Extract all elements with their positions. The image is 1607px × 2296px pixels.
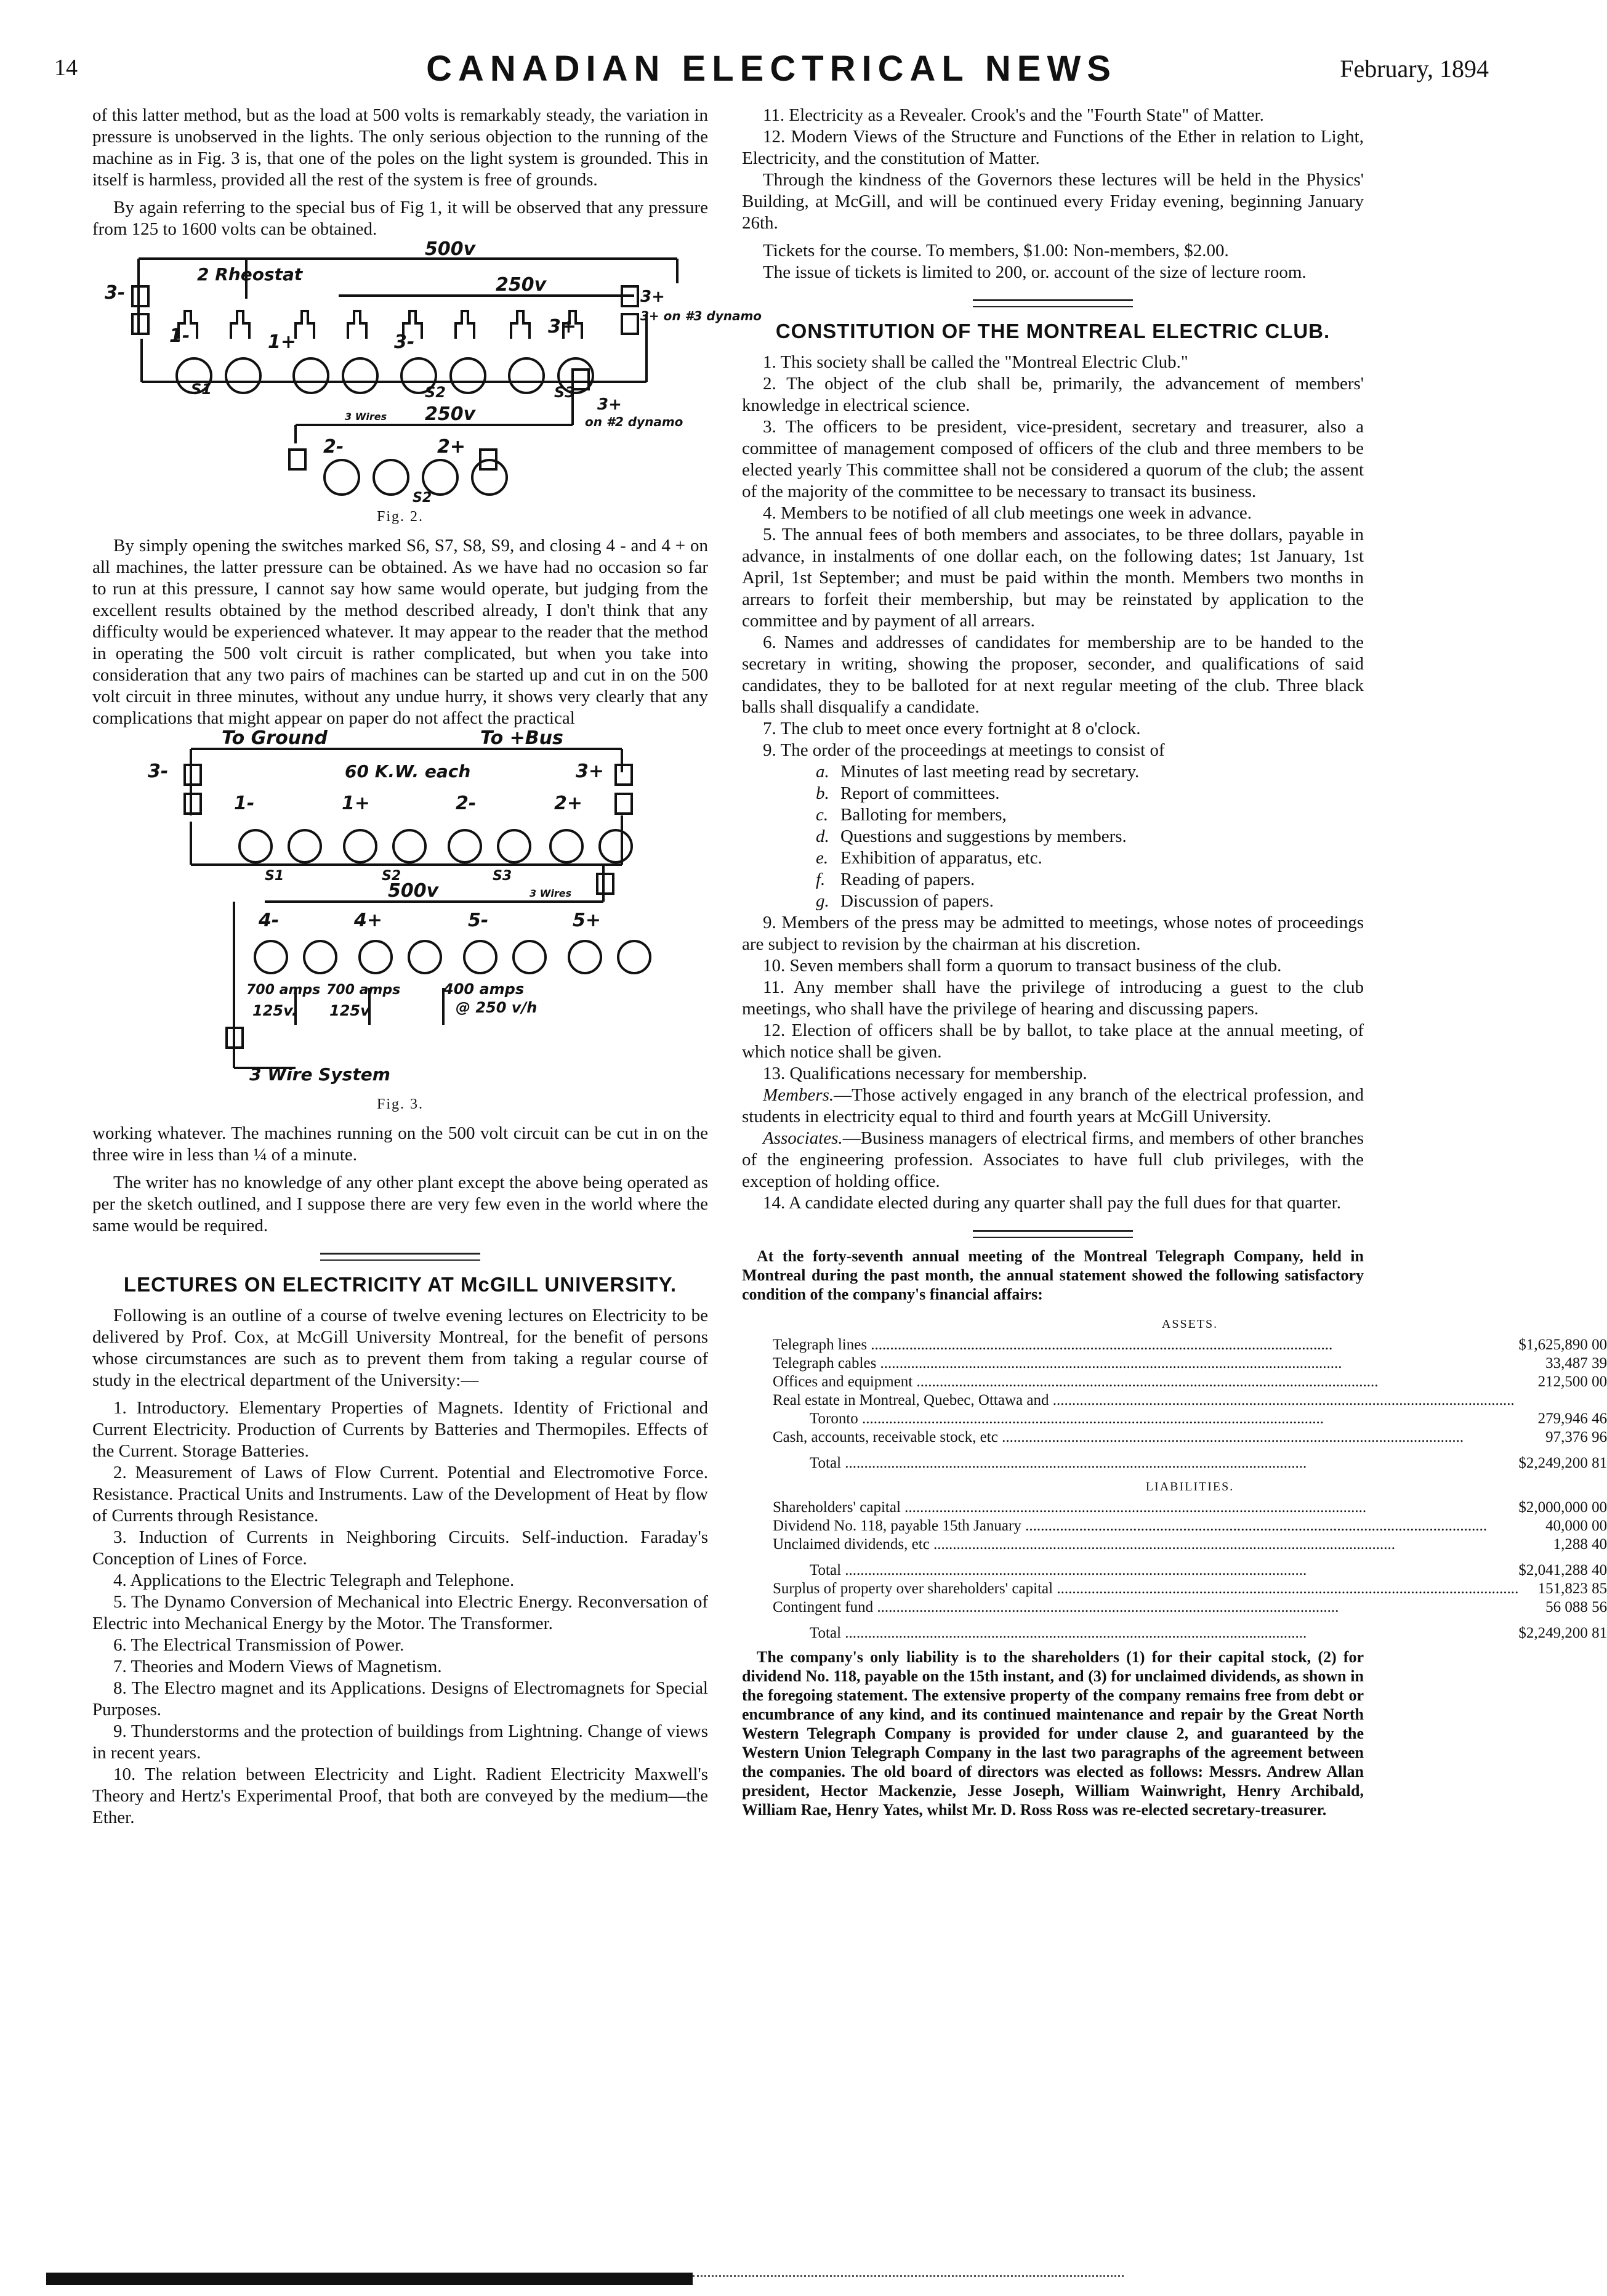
sub-item-text: Reading of papers. (840, 870, 975, 889)
lecture-item: 12. Modern Views of the Structure and Functions of the Ether in relation to Light, Electricity, and the constitution of Matter. (742, 127, 1364, 168)
page-header (54, 48, 1489, 91)
fig3-label: S3 (493, 868, 512, 884)
lecture-item: 4. Applications to the Electric Telegraph and Telephone. (113, 1570, 515, 1590)
lecture-item: 11. Electricity as a Revealer. Crook's and the "Fourth State" of Matter. (763, 105, 1264, 125)
fig3-label: 125v. (252, 1002, 297, 1019)
after-fig-paragraph-1: working whatever. The machines running on the 500 volt circuit can be cut in on the three wire in less than ¼ of a minute. (92, 1123, 708, 1165)
fig3-label: 700 amps (246, 982, 321, 998)
fig2-label: 3+ (548, 316, 577, 338)
constitution-item: 11. Any member shall have the privilege of introducing a guest to the club meetings, who shall have the privilege of hearing and discussing papers. (742, 977, 1364, 1019)
liability-amount: 40,000 00 (1545, 1518, 1607, 1534)
intro-paragraph-2: By again referring to the special bus of Fig 1, it will be observed that any pressure from 125 to 1600 volts can be obtained. (92, 198, 708, 239)
fig3-label: 5- (468, 910, 489, 931)
fig2-label: 250v (425, 403, 476, 425)
table-row (773, 1373, 1607, 1391)
fig3-label: 400 amps (443, 980, 525, 998)
fig2-label: S1 (191, 381, 212, 398)
table-row (773, 1554, 1607, 1580)
bottom-scan-bar (46, 2273, 693, 2285)
table-row (773, 1447, 1607, 1473)
fig3-label: 1+ (342, 793, 371, 814)
liability-label: Unclaimed dividends, etc ........................................................................................................................ (773, 1536, 1396, 1553)
page-number: 14 (54, 55, 78, 81)
bottom-scan-dots (693, 2275, 1124, 2283)
asset-label: Offices and equipment ........................................................................................................................ (773, 1373, 1379, 1390)
asset-amount: 279,946 46 (1537, 1410, 1607, 1427)
surplus-label: Contingent fund ........................................................................................................................ (773, 1599, 1339, 1615)
constitution-item: 12. Election of officers shall be by ballot, to take place at the annual meeting, of which notice shall be given. (742, 1021, 1364, 1062)
constitution-item: 5. The annual fees of both members and associates, to be three dollars, payable in advance, in instalments of one dollar each, on the following dates; 1st January, 1st April, 1st September; and must be paid within the month. Members two months in arrears to forfeit their membership, but may be reinstated by application to the committee and by payment of all arrears. (742, 525, 1364, 631)
fig2-label: on #2 dynamo (585, 414, 683, 429)
sub-item-text: Balloting for members, (840, 805, 1007, 825)
proceedings-sub-item (742, 826, 1364, 847)
table-row (773, 1598, 1607, 1617)
liabilities-subtotal: $2,041,288 40 (1518, 1562, 1607, 1578)
table-row (773, 1580, 1607, 1598)
members-definition (742, 1085, 1364, 1128)
financial-statement (742, 1310, 1607, 1643)
section-divider (320, 1253, 480, 1261)
asset-amount: 212,500 00 (1537, 1373, 1607, 1390)
asset-amount: $1,625,890 00 (1518, 1336, 1607, 1353)
telegraph-report (742, 1247, 1607, 1819)
fig3-label: @ 250 v/h (456, 999, 538, 1016)
table-row (773, 1354, 1607, 1373)
telegraph-intro: At the forty-seventh annual meeting of the Montreal Telegraph Company, held in Montreal during the past month, the annual statement showed the following satisfactory condition of the company's financial affairs: (742, 1247, 1364, 1303)
fig-2-diagram (105, 238, 762, 506)
assets-heading: ASSETS. (1161, 1317, 1218, 1331)
financial-table (773, 1310, 1607, 1643)
asset-amount (1518, 1391, 1607, 1410)
sub-item-letter: g. (816, 891, 829, 911)
fig2-label: 3+ on #3 dynamo (640, 309, 762, 323)
associates-label: Associates. (763, 1128, 843, 1148)
publication-title: CANADIAN ELECTRICAL NEWS (426, 49, 1117, 89)
members-label: Members. (763, 1085, 834, 1105)
fig3-label: 3+ (576, 761, 605, 782)
telegraph-closing: The company's only liability is to the shareholders (1) for their capital stock, (2) for dividend No. 118, payable on the 15th instant, and (3) for unclaimed dividends, as shown in the foregoing statement. The extensive property of the company remains free from debt or encumbrance of any kind, and its continued maintenance and repair by the Great North Western Telegraph Company is provided for under clause 2, and guaranteed by the Western Union Telegraph Company in the last two paragraphs of the agreement between the companies. The old board of directors was elected as follows: Messrs. Andrew Allan president, Hector Mackenzie, Jesse Joseph, William Wainwright, Henry Archibald, William Rae, Henry Yates, whilst Mr. D. Ross Ross was re-elected secretary-treasurer. (742, 1648, 1364, 1819)
associates-definition (742, 1128, 1364, 1192)
fig3-label: 5+ (573, 910, 602, 931)
surplus-label: Surplus of property over shareholders' capital ........................................................................................................................ (773, 1580, 1519, 1597)
lecture-item: 9. Thunderstorms and the protection of buildings from Lightning. Change of views in recent years. (92, 1721, 708, 1763)
constitution-item: 7. The club to meet once every fortnight at 8 o'clock. (763, 719, 1141, 738)
fig2-label: 3- (394, 331, 415, 353)
lecture-item: 3. Induction of Currents in Neighboring Circuits. Self-induction. Faraday's Conception of Lines of Force. (92, 1527, 708, 1569)
fig2-label: 2- (323, 436, 344, 458)
asset-label: Cash, accounts, receivable stock, etc ........................................................................................................................ (773, 1429, 1464, 1445)
constitution-item: 6. Names and addresses of candidates for membership are to be handed to the secretary in writing, showing the proposer, seconder, and qualifications of said candidates, they to be balloted for at next regular meeting of the club. Three black balls shall disqualify a candidate. (742, 633, 1364, 717)
proceedings-sub-item (742, 804, 1364, 826)
fig2-label: 1- (169, 325, 190, 347)
lecture-item: 2. Measurement of Laws of Flow Current. Potential and Electromotive Force. Resistance. Practical Units and Instruments. Law of the Development of Heat by flow of Currents through Resistance. (92, 1463, 708, 1526)
sub-item-text: Exhibition of apparatus, etc. (840, 848, 1042, 868)
fig3-label: 125v (329, 1002, 370, 1019)
fig2-label: 3 Wires (345, 411, 387, 422)
lecture-item: 10. The relation between Electricity and Light. Radient Electricity Maxwell's Theory and Hertz's Experimental Proof, that both are conveyed by the medium—the Ether. (92, 1764, 708, 1827)
table-row (773, 1535, 1607, 1554)
asset-amount: 33,487 39 (1545, 1355, 1607, 1372)
liability-amount: 1,288 40 (1553, 1536, 1607, 1553)
fig2-label: 3- (105, 282, 126, 304)
sub-item-letter: e. (816, 848, 829, 868)
lecture-item: 7. Theories and Modern Views of Magnetism. (113, 1657, 442, 1676)
proceedings-sub-item (742, 783, 1364, 804)
fig2-label: S3 (554, 384, 575, 401)
fig3-label: 3 Wires (530, 887, 572, 899)
sub-item-letter: f. (816, 870, 826, 889)
mid-paragraph: By simply opening the switches marked S6, S7, S8, S9, and closing 4 - and 4 + on all machines, the latter pressure can be obtained. As we have had no occasion so far to run at this pressure, I cannot say how same would operate, but judging from the excellent results obtained by the method described already, I don't think that any difficulty would be experienced whatever. It may appear to the reader that the method in operating the 500 volt circuit is rather complicated, but when you take into consideration that any two pairs of machines can be started up and cut in on the 500 volt circuit in three minutes, without any undue hurry, it shows very clearly that any complications that might appear on paper do not affect the practical (92, 536, 708, 728)
constitution-item: 10. Seven members shall form a quorum to transact business of the club. (763, 956, 1282, 976)
constitution-item: 2. The object of the club shall be, primarily, the advancement of members' knowledge in electrical science. (742, 374, 1364, 415)
grand-total: $2,249,200 81 (1518, 1625, 1607, 1641)
intro-paragraph-1: of this latter method, but as the load at 500 volts is remarkably steady, the variation in pressure is unobserved in the lights. The only serious objection to the running of the machine as in Fig. 3 is, that one of the poles on the light system is grounded. This in itself is harmless, provided all the rest of the system is free of grounds. (92, 105, 708, 190)
fig3-label: 500v (388, 880, 439, 902)
sub-item-text: Discussion of papers. (840, 891, 994, 911)
liability-label: Shareholders' capital ........................................................................................................................ (773, 1499, 1367, 1516)
constitution-item: 4. Members to be notified of all club meetings one week in advance. (763, 503, 1252, 523)
constitution-list (742, 352, 1364, 1214)
fig2-label: S2 (425, 384, 446, 401)
after-fig-paragraph-2: The writer has no knowledge of any other plant except the above being operated as per the sketch outlined, and I suppose there are very few even in the world where the same would be required. (92, 1173, 708, 1235)
fig3-label: 3 Wire System (249, 1064, 390, 1085)
asset-label: Real estate in Montreal, Quebec, Ottawa and ........................................................................................................................ (773, 1392, 1515, 1409)
proceedings-sub-item (742, 847, 1364, 869)
asset-amount: 97,376 96 (1545, 1429, 1607, 1445)
fig3-label: 2- (456, 793, 477, 814)
table-row (773, 1617, 1607, 1643)
fig3-label: 4+ (354, 910, 383, 931)
lectures-heading: LECTURES ON ELECTRICITY AT McGILL UNIVERSITY. (123, 1273, 677, 1296)
fig2-label: 1+ (268, 331, 297, 353)
lecture-note: Through the kindness of the Governors these lectures will be held in the Physics' Building, at McGill, and will be continued every Friday evening, beginning January 26th. (742, 170, 1364, 233)
table-row (773, 1310, 1607, 1336)
fig-3-caption: Fig. 3. (376, 1096, 424, 1112)
lecture-item: 8. The Electro magnet and its Applications. Designs of Electromagnets for Special Purposes. (92, 1678, 708, 1720)
section-divider (973, 1230, 1133, 1238)
fig-2-caption: Fig. 2. (376, 509, 424, 525)
table-row (773, 1391, 1607, 1410)
constitution-item: 3. The officers to be president, vice-president, secretary and treasurer, also a committee of management composed of officers of the club and three members to be elected yearly This committee shall not be considered a quorum of the club; the assent of the majority of the committee to be necessary to transact its business. (742, 417, 1364, 501)
proceedings-sub-item (742, 869, 1364, 891)
fig3-label: S1 (265, 868, 284, 884)
sub-item-text: Questions and suggestions by members. (840, 827, 1127, 846)
asset-label: Toronto ........................................................................................................................ (810, 1410, 1324, 1427)
liability-amount: $2,000,000 00 (1518, 1499, 1607, 1516)
constitution-item: 9. The order of the proceedings at meetings to consist of (763, 740, 1165, 760)
surplus-amount: 56 088 56 (1545, 1599, 1607, 1615)
lecture-item: 6. The Electrical Transmission of Power. (113, 1635, 405, 1655)
liabilities-subtotal-label: Total ........................................................................................................................ (810, 1562, 1307, 1578)
liability-label: Dividend No. 118, payable 15th January ........................................................................................................................ (773, 1518, 1488, 1534)
proceedings-sub-item (742, 761, 1364, 783)
fig2-label: 3+ (640, 288, 665, 306)
sub-item-letter: a. (816, 762, 829, 782)
lecture-note: Tickets for the course. To members, $1.00: Non-members, $2.00. (763, 241, 1229, 261)
fig2-label: 2 Rheostat (197, 264, 303, 285)
fig2-label: 3+ (597, 395, 622, 414)
table-row (773, 1517, 1607, 1535)
fig-3-diagram (123, 727, 677, 1093)
sub-item-letter: b. (816, 783, 829, 803)
surplus-amount: 151,823 85 (1537, 1580, 1607, 1597)
table-row (773, 1498, 1607, 1517)
lectures-intro: Following is an outline of a course of twelve evening lectures on Electricity to be delivered by Prof. Cox, at McGill University Montreal, for the benefit of persons whose circumstances are such as to prevent them from taking a regular course of study in the electrical department of the University:— (92, 1306, 708, 1390)
asset-label: Telegraph lines ........................................................................................................................ (773, 1336, 1333, 1353)
grand-total-label: Total ........................................................................................................................ (810, 1625, 1307, 1641)
fig2-label: 2+ (437, 436, 466, 458)
fig3-label: 60 K.W. each (345, 761, 471, 782)
liabilities-heading: LIABILITIES. (1145, 1480, 1234, 1494)
sub-item-text: Minutes of last meeting read by secretary. (840, 762, 1140, 782)
fig3-label: To +Bus (480, 727, 563, 749)
constitution-item: 13. Qualifications necessary for membership. (763, 1064, 1087, 1083)
fig3-label: 4- (259, 910, 280, 931)
lecture-list (92, 1397, 708, 1829)
members-text: —Those actively engaged in any branch of the electrical profession, and students in electricity equal to third and fourth years at McGill University. (742, 1085, 1364, 1126)
fig3-label: 3- (148, 761, 169, 782)
table-row (773, 1336, 1607, 1354)
lecture-item: 5. The Dynamo Conversion of Mechanical into Electric Energy. Reconversation of Electric into Mechanical Energy by the Motor. The Transformer. (92, 1592, 708, 1633)
proceedings-sub-item (742, 891, 1364, 912)
constitution-item: 9. Members of the press may be admitted to meetings, whose notes of proceedings are subject to revision by the chairman at his discretion. (742, 913, 1364, 954)
asset-label: Telegraph cables ........................................................................................................................ (773, 1355, 1342, 1372)
right-column (742, 105, 1607, 1825)
lecture-item: 1. Introductory. Elementary Properties of Magnets. Identity of Frictional and Current Electricity. Production of Currents by Batteries and Thermopiles. Effects of the Current. Storage Batteries. (92, 1398, 708, 1461)
fig3-label: To Ground (222, 727, 328, 749)
assets-total-label: Total ........................................................................................................................ (810, 1455, 1307, 1471)
constitution-heading: CONSTITUTION OF THE MONTREAL ELECTRIC CLUB. (775, 320, 1331, 342)
assets-total: $2,249,200 81 (1518, 1455, 1607, 1471)
lecture-note: The issue of tickets is limited to 200, or. account of the size of lecture room. (763, 262, 1307, 282)
constitution-item: 14. A candidate elected during any quarter shall pay the full dues for that quarter. (763, 1193, 1341, 1213)
issue-date: February, 1894 (1340, 55, 1489, 83)
fig2-label: S2 (413, 490, 432, 506)
table-row (773, 1473, 1607, 1498)
fig2-label: 250v (496, 274, 547, 296)
table-row (773, 1410, 1607, 1428)
section-divider (973, 299, 1133, 307)
fig3-label: 1- (234, 793, 255, 814)
constitution-item: 1. This society shall be called the "Montreal Electric Club." (763, 352, 1188, 372)
sub-item-text: Report of committees. (840, 783, 1000, 803)
fig3-label: 700 amps (326, 982, 401, 998)
sub-item-letter: c. (816, 805, 829, 825)
fig3-label: 2+ (554, 793, 583, 814)
left-column (92, 105, 762, 1829)
associates-text: —Business managers of electrical firms, and members of other branches of the engineering profession. Associates to have full club privileges, with the exception of holding office. (742, 1128, 1364, 1191)
table-row (773, 1428, 1607, 1447)
fig2-label: 500v (425, 238, 476, 260)
fig3-label: S2 (382, 868, 401, 884)
sub-item-letter: d. (816, 827, 829, 846)
